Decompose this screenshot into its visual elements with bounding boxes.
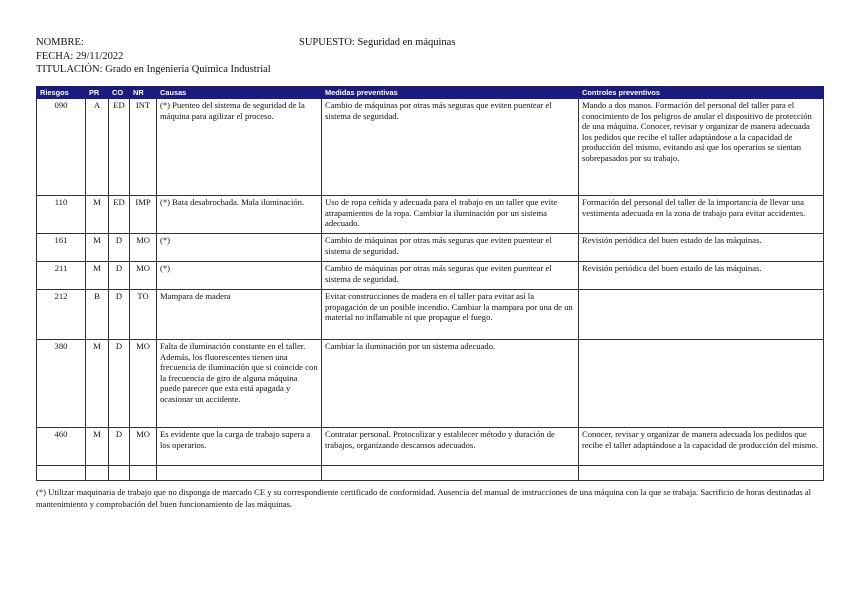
cell-nr: MO bbox=[130, 234, 157, 262]
cell-medidas: Cambio de máquinas por otras más seguras que eviten puentear el sistema de seguridad. bbox=[322, 234, 579, 262]
cell-riesgo: 090 bbox=[37, 99, 86, 196]
empty-cell bbox=[157, 466, 322, 481]
table-row bbox=[37, 99, 824, 196]
cell-medidas: Cambiar la iluminación por un sistema adecuado. bbox=[322, 340, 579, 428]
cell-co: D bbox=[109, 428, 130, 466]
cell-riesgo: 212 bbox=[37, 290, 86, 340]
cell-medidas: Cambio de máquinas por otras más seguras que eviten puentear el sistema de seguridad. bbox=[322, 262, 579, 290]
empty-cell bbox=[322, 466, 579, 481]
empty-cell bbox=[579, 466, 824, 481]
cell-nr: IMP bbox=[130, 196, 157, 234]
col-pr: PR bbox=[86, 87, 109, 99]
cell-pr: B bbox=[86, 290, 109, 340]
cell-nr: TO bbox=[130, 290, 157, 340]
cell-controles: Conocer, revisar y organizar de manera adecuada los pedidos que recibe el taller adaptándose a la capacidad de producción del mismo. bbox=[579, 428, 824, 466]
supuesto-label: SUPUESTO: Seguridad en máquinas bbox=[299, 37, 456, 48]
cell-medidas: Uso de ropa ceñida y adecuada para el trabajo en un taller que evite atrapamientos de la ropa. Cambiar la iluminación por un sistema adecuado. bbox=[322, 196, 579, 234]
cell-medidas: Cambio de máquinas por otras más seguras que eviten puentear el sistema de seguridad. bbox=[322, 99, 579, 196]
cell-controles: Revisión periódica del buen estado de las máquinas. bbox=[579, 234, 824, 262]
table-row bbox=[37, 234, 824, 262]
footnote: (*) Utilizar maquinaria de trabajo que no disponga de marcado CE y su correspondiente certificado de conformidad. Ausencia del manual de instrucciones de una máquina con la que se trabaja. Sacrificio de horas destinadas al mantenimiento y comprobación del buen funcionamiento de las máquinas. bbox=[36, 487, 812, 509]
cell-pr: A bbox=[86, 99, 109, 196]
cell-riesgo: 380 bbox=[37, 340, 86, 428]
col-controles: Controles preventivos bbox=[579, 87, 824, 99]
titulacion-label: TITULACIÓN: Grado en Ingeniería Química Industrial bbox=[36, 64, 271, 75]
fecha-label: FECHA: 29/11/2022 bbox=[36, 50, 124, 62]
cell-co: D bbox=[109, 262, 130, 290]
cell-causas: Falta de iluminación constante en el taller. Además, los fluorescentes tienen una frecuencia de iluminación que si coincide con la frecuencia de giro de alguna máquina puede parecer que esta está apagada y ocasionar un accidente. bbox=[157, 340, 322, 428]
cell-nr: INT bbox=[130, 99, 157, 196]
cell-causas: (*) Bata desabrochada. Mala iluminación. bbox=[157, 196, 322, 234]
cell-pr: M bbox=[86, 196, 109, 234]
empty-cell bbox=[86, 466, 109, 481]
table-row bbox=[37, 290, 824, 340]
col-co: CO bbox=[109, 87, 130, 99]
cell-co: D bbox=[109, 340, 130, 428]
col-riesgos: Riesgos bbox=[37, 87, 86, 99]
cell-nr: MO bbox=[130, 428, 157, 466]
table-header-row bbox=[37, 87, 824, 99]
cell-pr: M bbox=[86, 234, 109, 262]
cell-pr: M bbox=[86, 340, 109, 428]
cell-co: ED bbox=[109, 196, 130, 234]
cell-pr: M bbox=[86, 262, 109, 290]
col-nr: NR bbox=[130, 87, 157, 99]
col-causas: Causas bbox=[157, 87, 322, 99]
cell-medidas: Contratar personal. Protocolizar y establecer método y duración de trabajos, organizando descansos adecuados. bbox=[322, 428, 579, 466]
table-row-empty bbox=[37, 466, 824, 481]
nombre-label: NOMBRE: bbox=[36, 37, 84, 48]
cell-causas: Es evidente que la carga de trabajo supera a los operarios. bbox=[157, 428, 322, 466]
cell-nr: MO bbox=[130, 262, 157, 290]
cell-riesgo: 211 bbox=[37, 262, 86, 290]
cell-co: D bbox=[109, 290, 130, 340]
cell-controles: Formación del personal del taller de la importancia de llevar una vestimenta adecuada en la zona de trabajo para evitar accidentes. bbox=[579, 196, 824, 234]
cell-controles: Mando a dos manos. Formación del personal del taller para el conocimiento de los peligros de anular el dispositivo de protección de una máquina. Conocer, revisar y organizar de manera adecuada los pedidos que recibe el taller adaptándose a la capacidad de producción del mismo, evitando así que los operarios se sientan sobrepasados por su trabajo. bbox=[579, 99, 824, 196]
table-row bbox=[37, 428, 824, 466]
table-row bbox=[37, 196, 824, 234]
cell-controles bbox=[579, 290, 824, 340]
empty-cell bbox=[130, 466, 157, 481]
cell-riesgo: 460 bbox=[37, 428, 86, 466]
cell-co: ED bbox=[109, 99, 130, 196]
cell-causas: (*) bbox=[157, 234, 322, 262]
table-row bbox=[37, 262, 824, 290]
document-header bbox=[36, 36, 271, 77]
cell-causas: Mampara de madera bbox=[157, 290, 322, 340]
risk-table bbox=[36, 86, 824, 481]
col-medidas: Medidas preventivas bbox=[322, 87, 579, 99]
cell-co: D bbox=[109, 234, 130, 262]
empty-cell bbox=[109, 466, 130, 481]
cell-controles: Revisión periódica del buen estado de las máquinas. bbox=[579, 262, 824, 290]
cell-controles bbox=[579, 340, 824, 428]
cell-causas: (*) bbox=[157, 262, 322, 290]
table-row bbox=[37, 340, 824, 428]
empty-cell bbox=[37, 466, 86, 481]
cell-nr: MO bbox=[130, 340, 157, 428]
cell-riesgo: 161 bbox=[37, 234, 86, 262]
cell-causas: (*) Puenteo del sistema de seguridad de la máquina para agilizar el proceso. bbox=[157, 99, 322, 196]
cell-riesgo: 110 bbox=[37, 196, 86, 234]
cell-pr: M bbox=[86, 428, 109, 466]
cell-medidas: Evitar construcciones de madera en el taller para evitar así la propagación de un posible incendio. Cambiar la mampara por una de un material no inflamable ni que propague el fuego. bbox=[322, 290, 579, 340]
